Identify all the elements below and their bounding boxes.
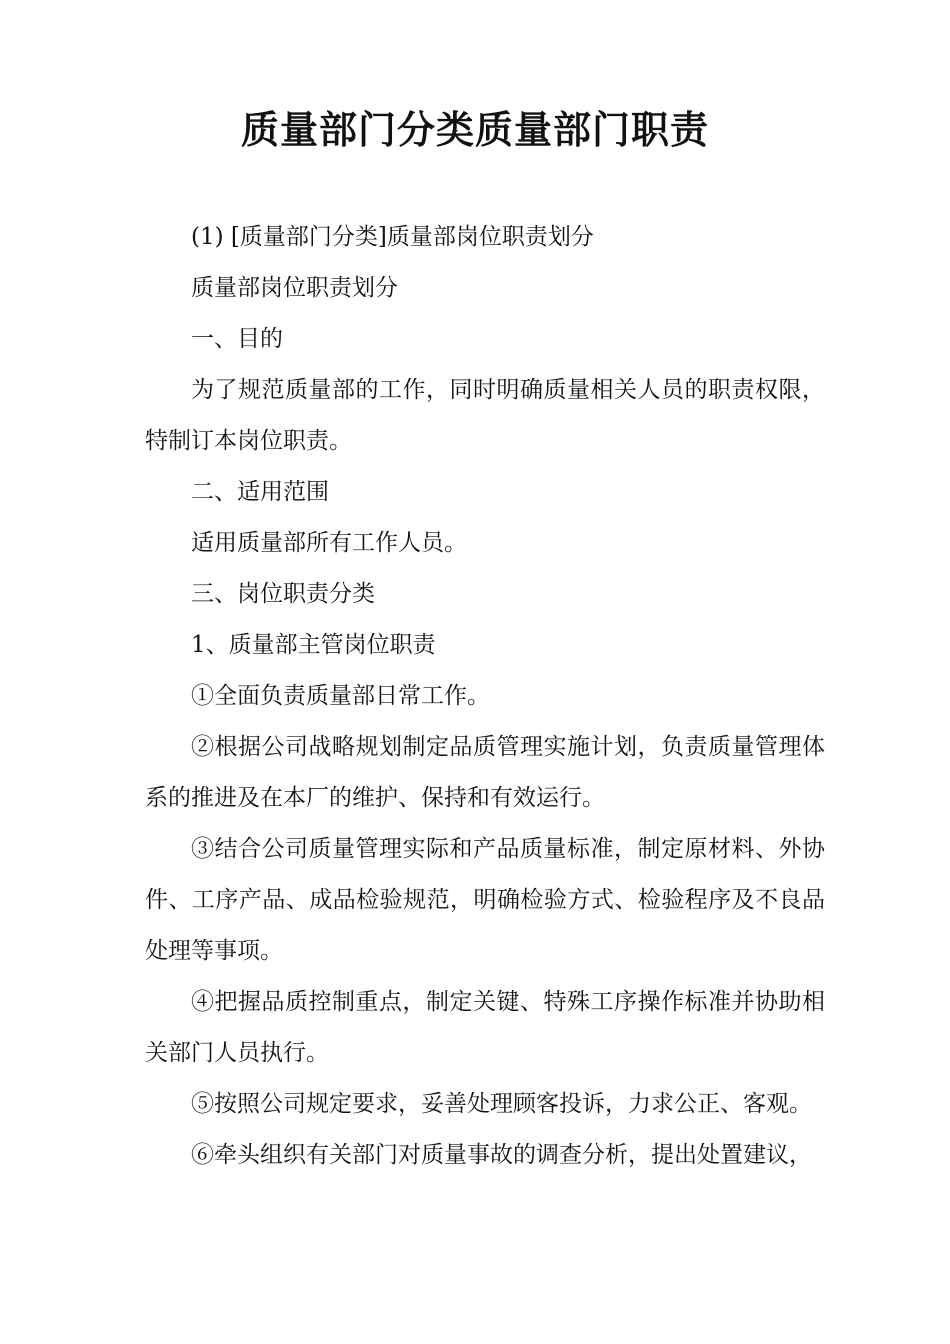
section-heading-duties: 三、岗位职责分类 <box>191 581 375 607</box>
duty-item-4: ④把握品质控制重点，制定关键、特殊工序操作标准并协助相关部门人员执行。 <box>145 989 825 1066</box>
paragraph-purpose: 为了规范质量部的工作，同时明确质量相关人员的职责权限，特制订本岗位职责。 <box>145 377 825 454</box>
paragraph-subtitle: 质量部岗位职责划分 <box>191 275 398 301</box>
document-title: 质量部门分类质量部门职责 <box>240 108 709 152</box>
subsection-heading-supervisor: 1、质量部主管岗位职责 <box>191 632 436 658</box>
duty-item-3: ③结合公司质量管理实际和产品质量标准，制定原材料、外协件、工序产品、成品检验规范，明确检验方式、检验程序及不良品处理等事项。 <box>145 836 825 964</box>
duty-item-6: ⑥牵头组织有关部门对质量事故的调查分析，提出处置建议， <box>191 1142 812 1168</box>
paragraph-scope: 适用质量部所有工作人员。 <box>191 530 467 556</box>
duty-item-2: ②根据公司战略规划制定品质管理实施计划，负责质量管理体系的推进及在本厂的维护、保持和有效运行。 <box>145 734 825 811</box>
duty-item-1: ①全面负责质量部日常工作。 <box>191 683 490 709</box>
section-heading-scope: 二、适用范围 <box>191 479 329 505</box>
section-heading-purpose: 一、目的 <box>191 326 283 352</box>
paragraph-heading-ref: (1) [质量部门分类]质量部岗位职责划分 <box>191 224 594 250</box>
duty-item-5: ⑤按照公司规定要求，妥善处理顾客投诉，力求公正、客观。 <box>191 1091 812 1117</box>
document-body <box>145 212 825 1181</box>
